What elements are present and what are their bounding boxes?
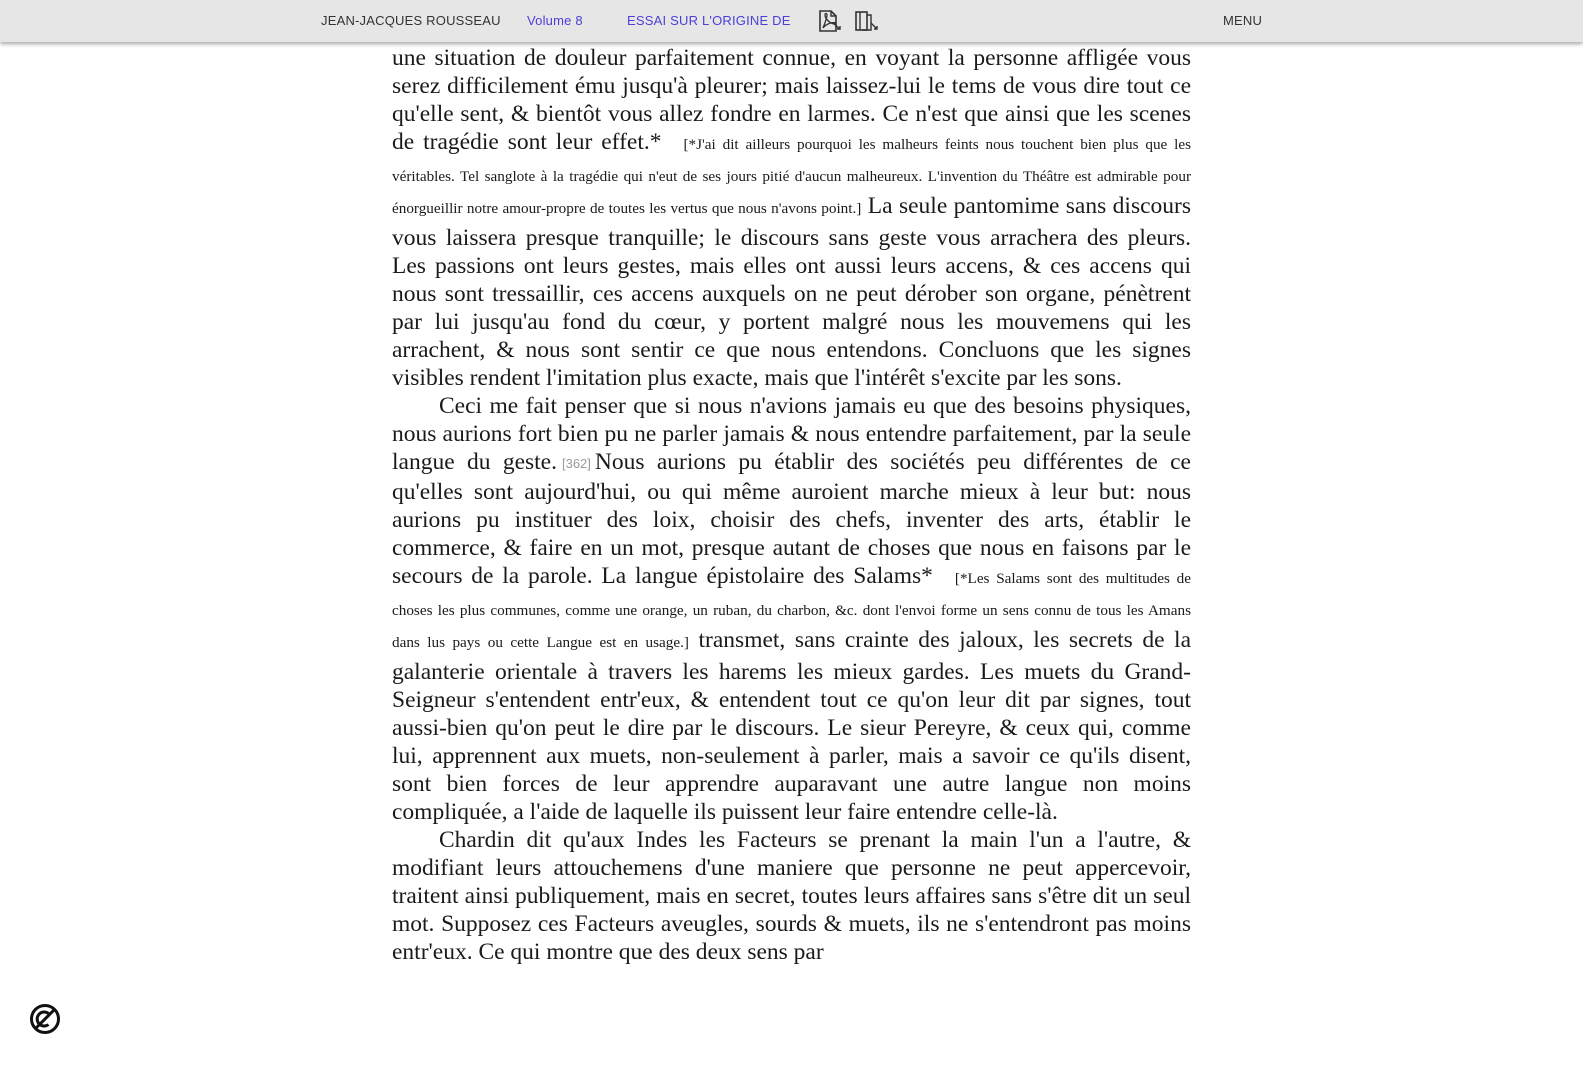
paragraph-text: une situation de douleur parfaitement connue, en voyant la personne affligée vous serez difficilement ému jusqu'à pleurer; mais laissez-lui le tems de vous dire tout ce qu'elle sent, & bientôt vous allez fondre en larmes. Ce n'est que ainsi que les scenes de tragédie sont leur effet.*	[392, 45, 1191, 155]
paragraph	[392, 44, 1191, 392]
paragraph	[392, 392, 1191, 826]
page-number-marker: [362]	[561, 456, 591, 471]
paragraph-text: Ceci me fait penser que si nous n'avions jamais eu que des besoins physiques, nous aurions fort bien pu ne parler jamais & nous entendre parfaitement, par la seule langue du geste.	[392, 393, 1191, 475]
author-link[interactable]: JEAN-JACQUES ROUSSEAU	[321, 13, 501, 28]
essay-text-column	[392, 44, 1191, 966]
paragraph	[392, 826, 1191, 966]
footnote: [*Les Salams sont des multitudes de choses les plus communes, comme une orange, un ruban, du charbon, &c. dont l'envoi forme un sens connu de tous les Amans dans lus pays ou cette Langue est en usage.]	[392, 570, 1191, 651]
menu-button[interactable]: MENU	[1223, 13, 1263, 28]
volume-link[interactable]: Volume 8	[527, 13, 583, 28]
footnote: [*J'ai dit ailleurs pourquoi les malheurs feints nous touchent bien plus que les véritables. Tel sanglote à la tragédie qui n'eut de ses jours pitié d'aucun malheureux. L'invention du Théâtre est admirable pour énorgueillir notre amour-propre de toutes les vertus que nous n'avons point.]	[392, 136, 1191, 217]
top-navigation-bar	[0, 0, 1583, 42]
paragraph-text: La seule pantomime sans discours vous laissera presque tranquille; le discours sans geste vous arrachera des pleurs. Les passions ont leurs gestes, mais elles ont aussi leurs accens, & ces accens qui nous sont tressaillir, ces accens auxquels on ne peut dérober son organe, pénètrent par lui jusqu'au fond du cœur, y portent malgré nous les mouvemens qui les arrachent, & nous sont sentir ce que nous entendons. Concluons que les signes visibles rendent l'imitation plus exacte, mais que l'intérêt s'excite par les sons.	[392, 193, 1191, 391]
public-domain-icon[interactable]	[29, 1003, 61, 1035]
paragraph-text: Chardin dit qu'aux Indes les Facteurs se prenant la main l'un a l'autre, & modifiant leurs attouchemens d'une maniere que personne ne peut appercevoir, traitent ainsi publiquement, mais en secret, toutes leurs affaires sans s'être dit un seul mot. Supposez ces Facteurs aveugles, sourds & muets, ils ne s'entendront pas moins entr'eux. Ce qui montre que des deux sens par	[392, 827, 1191, 965]
paragraph-text: transmet, sans crainte des jaloux, les secrets de la galanterie orientale à travers les harems les mieux gardes. Les muets du Grand-Seigneur s'entendent entr'eux, & entendent tout ce qu'on leur dit par signes, tout aussi-bien qu'on peut le dire par le discours. Le sieur Pereyre, & ceux qui, comme lui, apprennent aux muets, non-seulement à parler, mais a savoir ce qu'ils disent, sont bien forces de leur apprendre auparavant une autre langue non moins compliquée, a l'aide de laquelle ils puissent leur faire entendre celle-là.	[392, 627, 1192, 825]
essay-title-link[interactable]: ESSAI SUR L'ORIGINE DE	[627, 13, 791, 28]
pdf-icon[interactable]	[816, 9, 842, 33]
book-icon[interactable]	[853, 9, 879, 33]
paragraph-text: Nous aurions pu établir des sociétés peu différentes de ce qu'elles sont aujourd'hui, ou qui même auroient marche mieux à leur but: nous aurions pu instituer des loix, choisir des chefs, inventer des arts, établir le commerce, & faire en un mot, presque autant de choses que nous en faisons par le secours de la parole. La langue épistolaire des Salams*	[392, 449, 1191, 589]
